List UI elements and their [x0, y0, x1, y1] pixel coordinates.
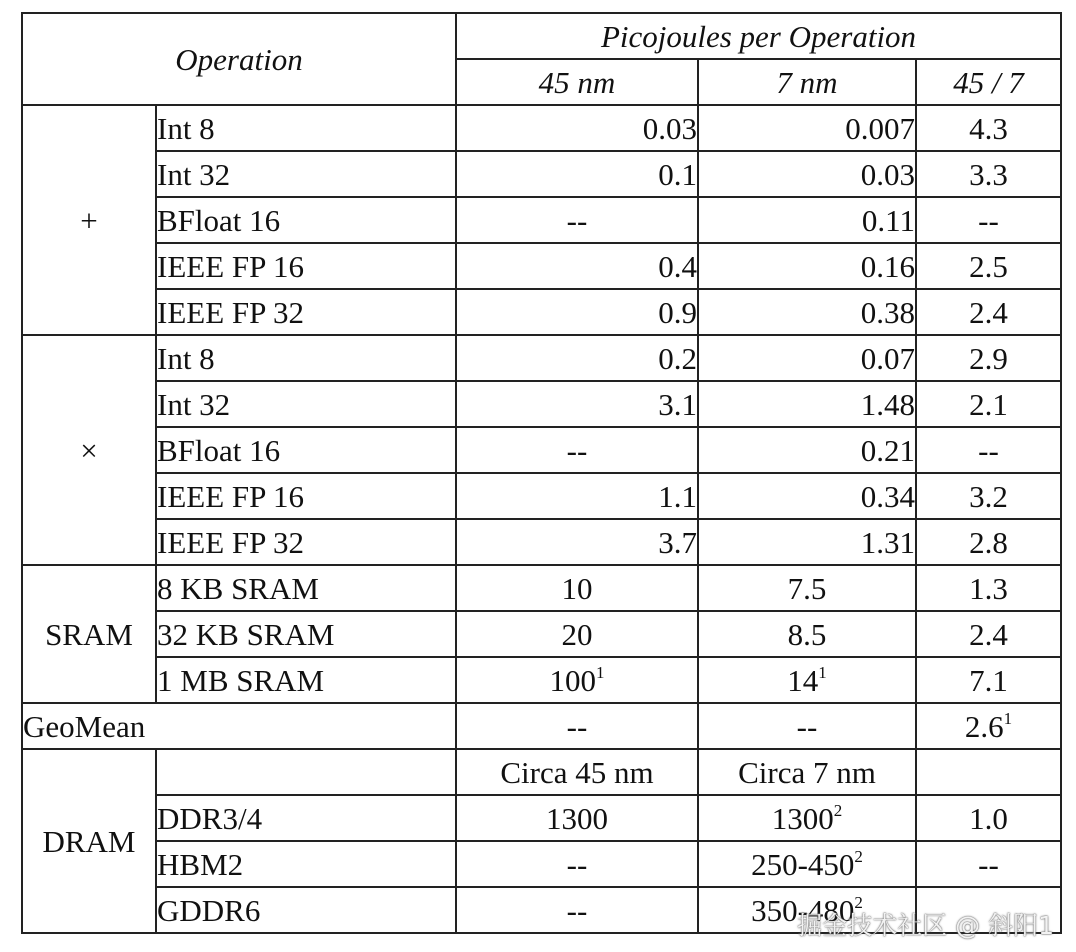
cell-7nm: 0.21: [698, 427, 916, 473]
cell-7nm: [698, 841, 916, 887]
table-row: [22, 197, 1061, 243]
value: 250-450: [751, 846, 855, 882]
row-name: Int 8: [156, 105, 456, 151]
cell-ratio: 3.2: [916, 473, 1061, 519]
table-row: [22, 749, 1061, 795]
header-row: [22, 13, 1061, 59]
cell-45nm: 0.2: [456, 335, 698, 381]
cell-ratio: 1.0: [916, 795, 1061, 841]
cell-ratio: 2.9: [916, 335, 1061, 381]
dram-group-label: DRAM: [22, 749, 156, 933]
cell-ratio: 1.3: [916, 565, 1061, 611]
cell-7nm: 0.38: [698, 289, 916, 335]
footnote-marker: 2: [854, 892, 863, 912]
table-row: [22, 151, 1061, 197]
col-ratio-header: 45 / 7: [916, 59, 1061, 105]
table-row: [22, 795, 1061, 841]
cell-ratio: 7.1: [916, 657, 1061, 703]
table-row: [22, 105, 1061, 151]
row-name: [156, 749, 456, 795]
cell-45nm: [456, 657, 698, 703]
cell-ratio: 3.3: [916, 151, 1061, 197]
row-name: IEEE FP 16: [156, 243, 456, 289]
footnote-marker: 2: [833, 800, 843, 820]
cell-ratio: 2.4: [916, 611, 1061, 657]
table-row: [22, 519, 1061, 565]
sram-group-label: SRAM: [22, 565, 156, 703]
cell-7nm: --: [698, 703, 916, 749]
table-row: [22, 243, 1061, 289]
row-name: BFloat 16: [156, 427, 456, 473]
row-name: BFloat 16: [156, 197, 456, 243]
cell-ratio: --: [916, 841, 1061, 887]
col-45nm-header: 45 nm: [456, 59, 698, 105]
cell-7nm: 0.16: [698, 243, 916, 289]
cell-45nm: 1.1: [456, 473, 698, 519]
row-name: Int 8: [156, 335, 456, 381]
cell-ratio: 2.1: [916, 381, 1061, 427]
row-name: 1 MB SRAM: [156, 657, 456, 703]
table-row: [22, 611, 1061, 657]
value: 100: [549, 662, 596, 698]
cell-45nm: 0.1: [456, 151, 698, 197]
value: 350-480: [751, 892, 855, 928]
table-row: [22, 289, 1061, 335]
row-name: DDR3/4: [156, 795, 456, 841]
dram-subheader-7nm: Circa 7 nm: [698, 749, 916, 795]
cell-45nm: 20: [456, 611, 698, 657]
footnote-marker: 2: [854, 846, 863, 866]
cell-ratio: [916, 749, 1061, 795]
cell-7nm: 1.48: [698, 381, 916, 427]
cell-45nm: --: [456, 703, 698, 749]
table-row: [22, 841, 1061, 887]
geomean-row: [22, 703, 1061, 749]
row-name: 8 KB SRAM: [156, 565, 456, 611]
energy-table: [21, 12, 1062, 934]
value: 2.6: [964, 708, 1004, 744]
footnote-marker: 1: [818, 662, 827, 682]
cell-45nm: --: [456, 427, 698, 473]
cell-7nm: 7.5: [698, 565, 916, 611]
cell-ratio: [916, 703, 1061, 749]
cell-45nm: 3.1: [456, 381, 698, 427]
value: 14: [787, 662, 819, 698]
cell-ratio: 2.8: [916, 519, 1061, 565]
row-name: IEEE FP 16: [156, 473, 456, 519]
cell-45nm: 10: [456, 565, 698, 611]
geomean-label: GeoMean: [22, 703, 456, 749]
row-name: IEEE FP 32: [156, 289, 456, 335]
cell-7nm: [698, 795, 916, 841]
table-row: [22, 473, 1061, 519]
footnote-marker: 1: [1003, 708, 1013, 728]
cell-ratio: 2.5: [916, 243, 1061, 289]
cell-45nm: 0.9: [456, 289, 698, 335]
cell-45nm: --: [456, 887, 698, 933]
times-icon: ×: [22, 335, 156, 565]
picojoules-header: Picojoules per Operation: [456, 13, 1061, 59]
table-row: [22, 381, 1061, 427]
watermark: 掘金技术社区 @ 斜阳1: [797, 911, 1054, 940]
cell-7nm: [698, 657, 916, 703]
plus-icon: +: [22, 105, 156, 335]
cell-7nm: 0.07: [698, 335, 916, 381]
footnote-marker: 1: [596, 662, 605, 682]
cell-7nm: 8.5: [698, 611, 916, 657]
cell-45nm: --: [456, 841, 698, 887]
cell-45nm: 1300: [456, 795, 698, 841]
table-row: [22, 565, 1061, 611]
cell-ratio: --: [916, 427, 1061, 473]
cell-45nm: 3.7: [456, 519, 698, 565]
cell-45nm: --: [456, 197, 698, 243]
row-name: 32 KB SRAM: [156, 611, 456, 657]
row-name: IEEE FP 32: [156, 519, 456, 565]
row-name: GDDR6: [156, 887, 456, 933]
cell-ratio: --: [916, 197, 1061, 243]
table-row: [22, 335, 1061, 381]
row-name: Int 32: [156, 151, 456, 197]
col-7nm-header: 7 nm: [698, 59, 916, 105]
cell-7nm: 0.11: [698, 197, 916, 243]
row-name: HBM2: [156, 841, 456, 887]
cell-7nm: 0.34: [698, 473, 916, 519]
cell-7nm: 1.31: [698, 519, 916, 565]
cell-7nm: 0.007: [698, 105, 916, 151]
cell-45nm: 0.03: [456, 105, 698, 151]
row-name: Int 32: [156, 381, 456, 427]
cell-ratio: 4.3: [916, 105, 1061, 151]
cell-45nm: 0.4: [456, 243, 698, 289]
operation-header: Operation: [22, 13, 456, 105]
table-row: [22, 427, 1061, 473]
value: 1300: [771, 800, 834, 836]
cell-ratio: 2.4: [916, 289, 1061, 335]
table-row: [22, 657, 1061, 703]
dram-subheader-45nm: Circa 45 nm: [456, 749, 698, 795]
cell-7nm: 0.03: [698, 151, 916, 197]
